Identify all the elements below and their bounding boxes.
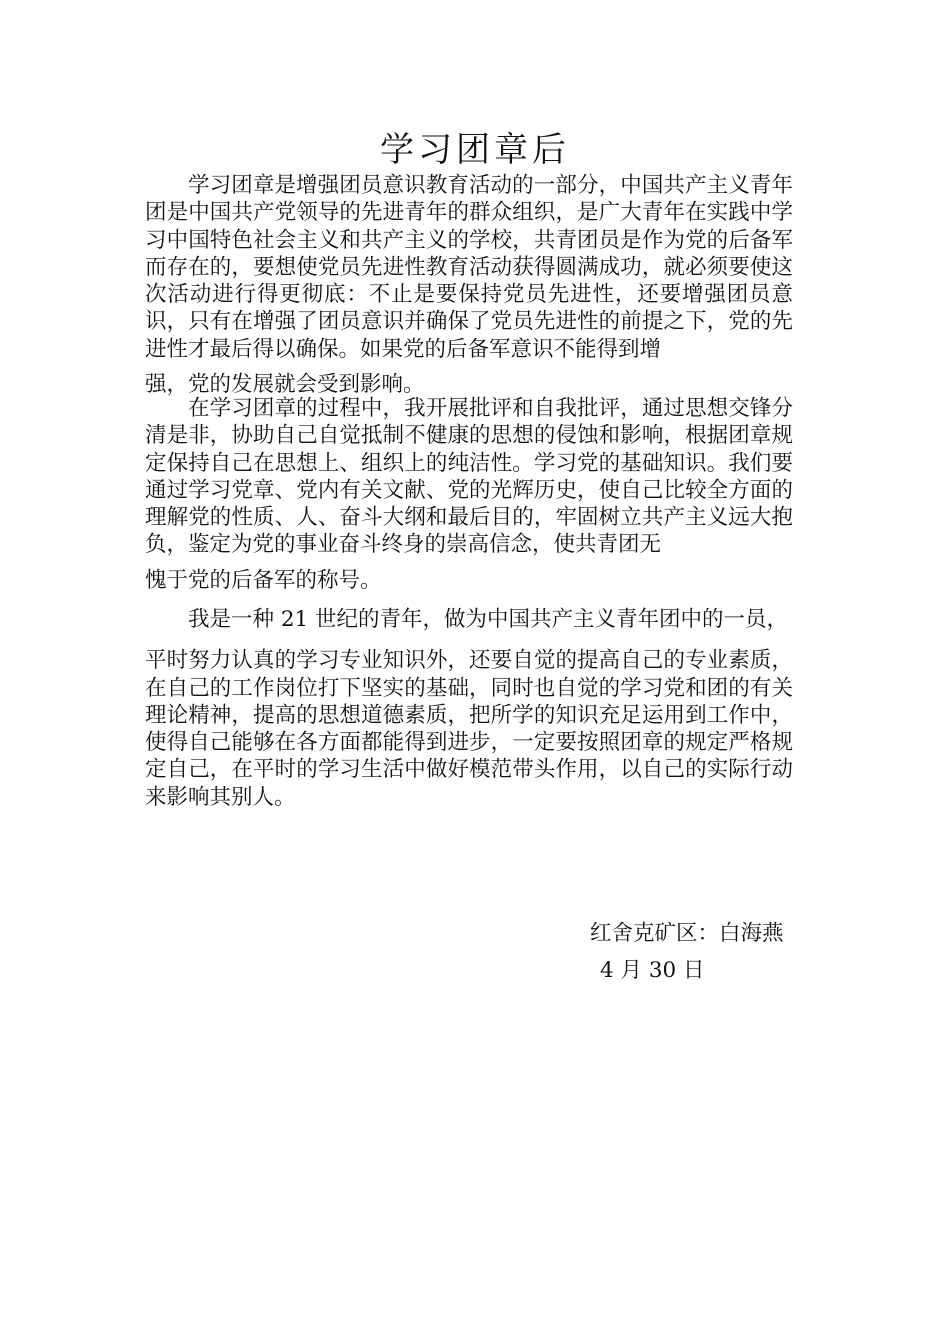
paragraph-1 <box>145 172 793 398</box>
paragraph-3 <box>145 606 793 811</box>
paragraph-2-tail: 愧于党的后备军的称号。 <box>145 567 382 593</box>
paragraph-2 <box>145 395 793 594</box>
signature-date: 4 月 30 日 <box>600 958 705 983</box>
paragraph-3-tail: 平时努力认真的学习专业知识外，还要自觉的提高自己的专业素质，在自己的工作岗位打下坚实的基础，同时也自觉的学习党和团的有关理论精神，提高的思想道德素质，把所学的知识充足运用到工作中，使得自己能够在各方面都能得到进步，一定要按照团章的规定严格规定自己，在平时的学习生活中做好模范带头作用，以自己的实际行动来影响其别人。 <box>145 648 793 810</box>
signature-name: 红舍克矿区：白海燕 <box>590 921 784 946</box>
paragraph-1-tail: 强，党的发展就会受到影响。 <box>145 372 425 398</box>
paragraph-3-main: 我是一种 21 世纪的青年，做为中国共产主义青年团中的一员， <box>188 607 789 632</box>
paragraph-1-main: 学习团章是增强团员意识教育活动的一部分，中国共产主义青年团是中国共产党领导的先进青年的群众组织，是广大青年在实践中学习中国特色社会主义和共产主义的学校，共青团员是作为党的后备军而存在的，要想使党员先进性教育活动获得圆满成功，就必须要使这次活动进行得更彻底：不止是要保持党员先进性，还要增强团员意识，只有在增强了团员意识并确保了党员先进性的前提之下，党的先进性才最后得以确保。如果党的后备军意识不能得到增 <box>145 173 793 362</box>
paragraph-2-main: 在学习团章的过程中，我开展批评和自我批评，通过思想交锋分清是非，协助自己自觉抵制不健康的思想的侵蚀和影响，根据团章规定保持自己在思想上、组织上的纯洁性。学习党的基础知识。我们要通过学习党章、党内有关文献、党的光辉历史，使自己比较全方面的理解党的性质、人、奋斗大纲和最后目的，牢固树立共产主义远大抱负，鉴定为党的事业奋斗终身的崇高信念，使共青团无 <box>145 396 793 558</box>
line-gap <box>145 559 793 567</box>
line-gap <box>145 363 793 371</box>
document-title: 学习团章后 <box>380 130 570 170</box>
line-gap <box>145 633 793 647</box>
